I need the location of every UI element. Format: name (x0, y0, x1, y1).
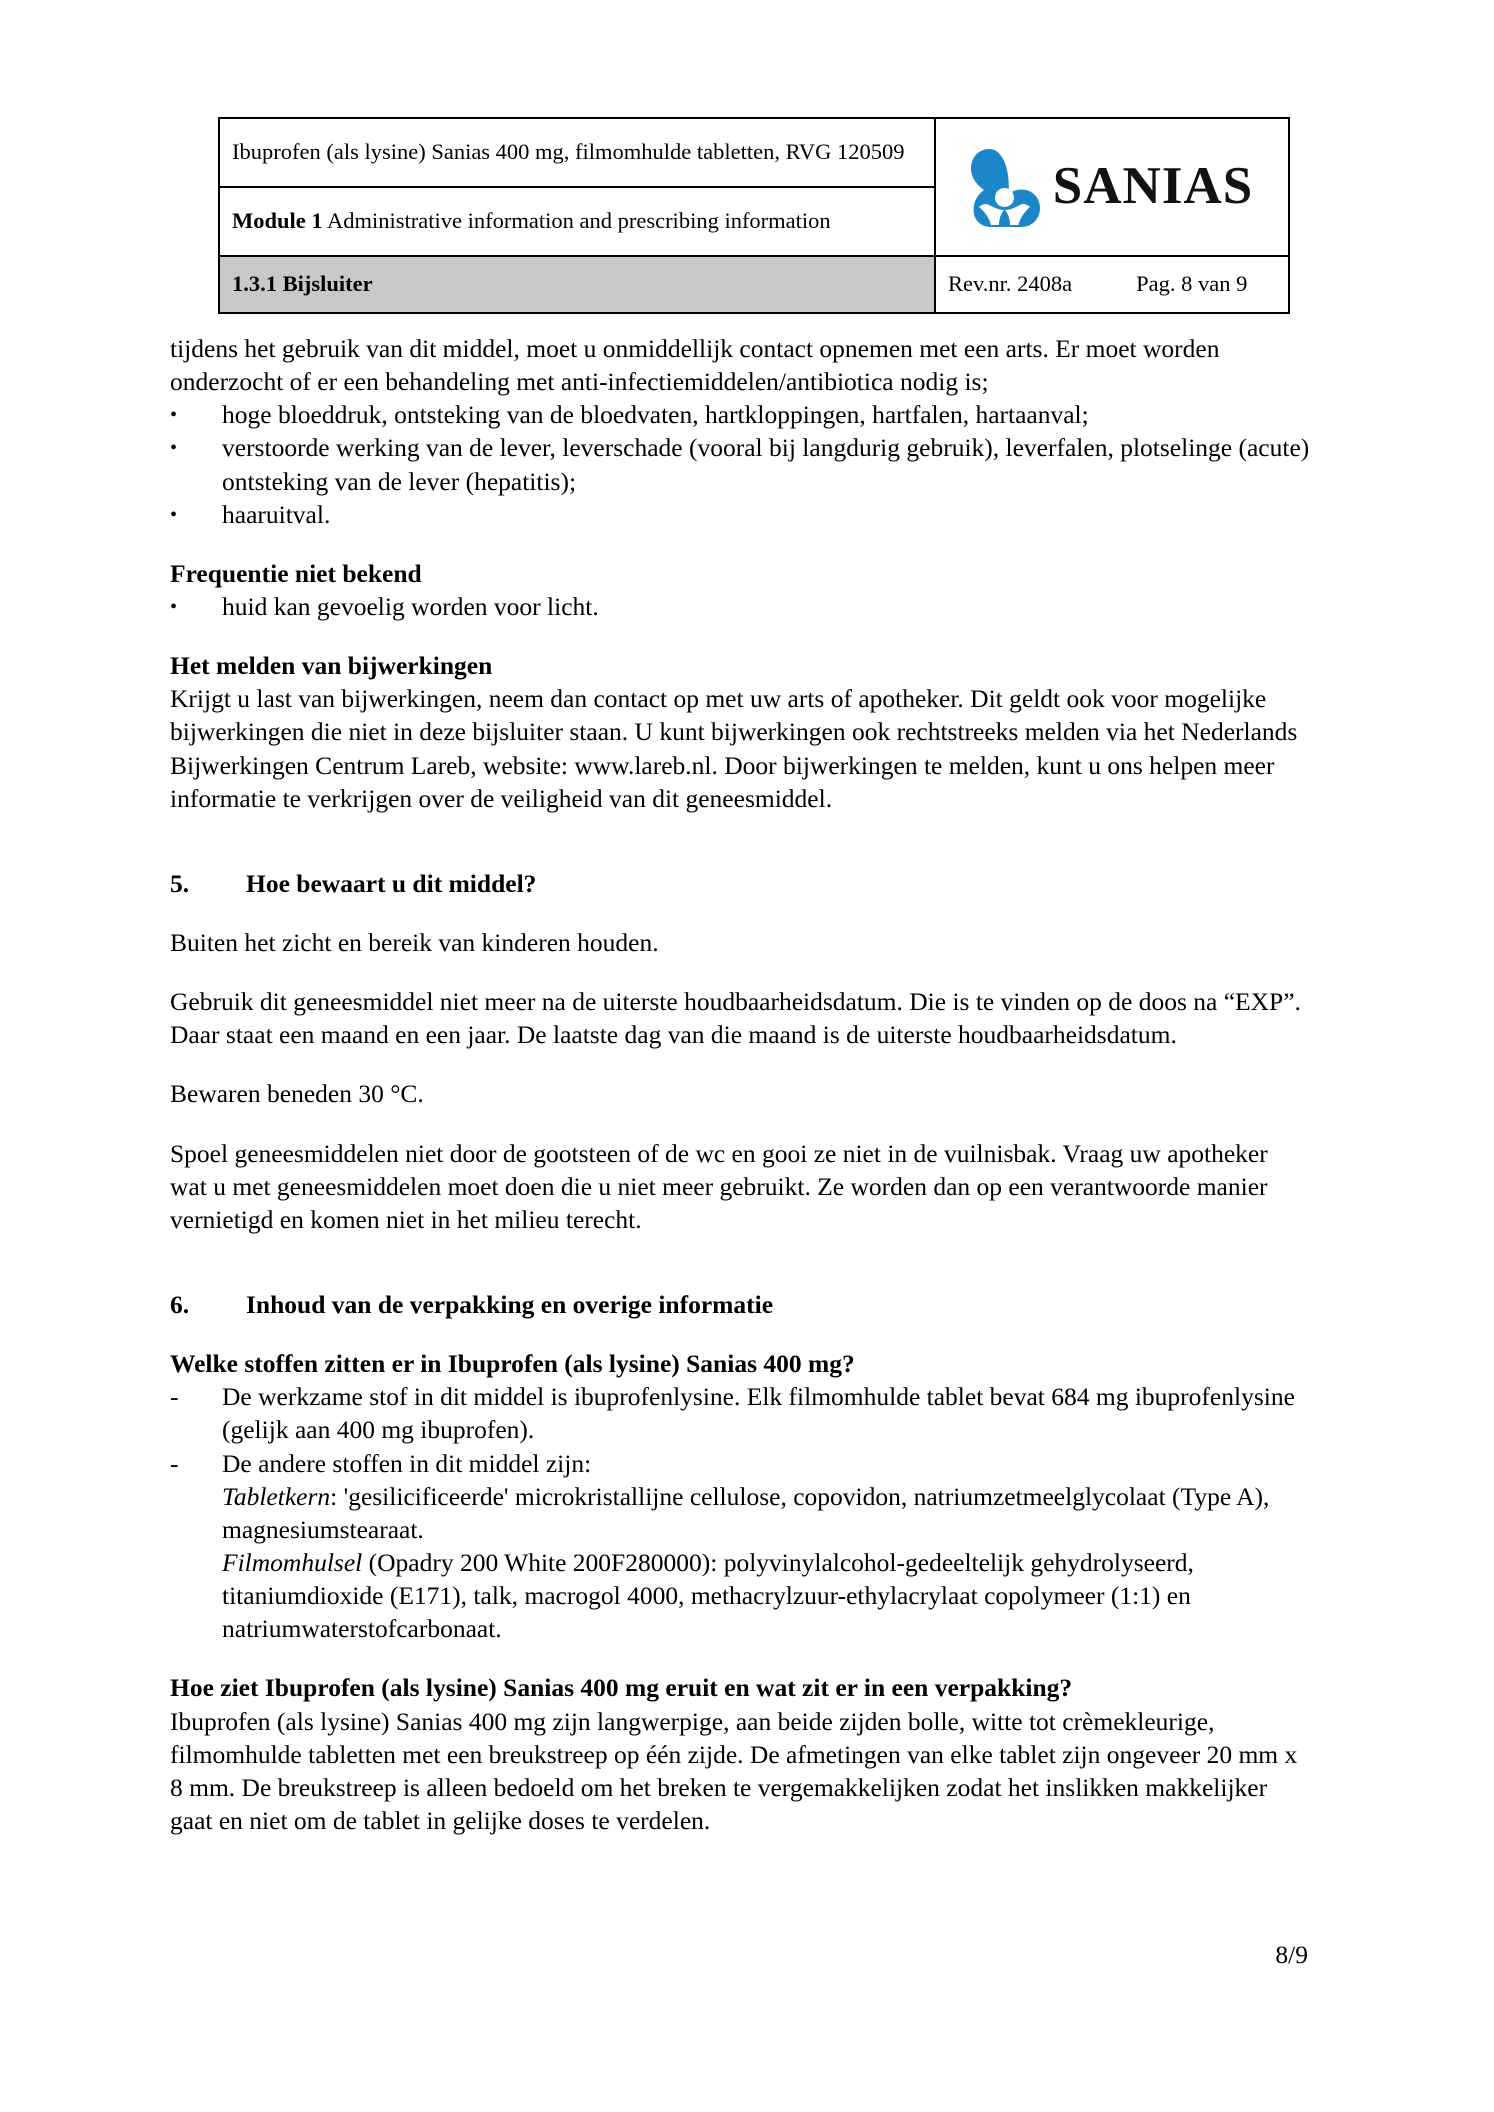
filmomhulsel-label: Filmomhulsel (222, 1547, 363, 1577)
sanias-logo (948, 135, 1278, 239)
section-title-5: Hoe bewaart u dit middel? (246, 868, 537, 898)
document-body (170, 332, 1310, 1837)
header-revision-number: Rev.nr. 2408a (948, 270, 1073, 296)
header-module-cell (219, 187, 935, 256)
spacer (170, 1051, 1310, 1077)
dash-text: De andere stoffen in dit middel zijn: (222, 1448, 592, 1478)
section-heading-6 (170, 1288, 1310, 1321)
ingredients-block (170, 1480, 1310, 1646)
bullet-text: hoge bloeddruk, ontsteking van de bloedvaten, hartkloppingen, hartfalen, hartaanval; (222, 400, 1089, 430)
sanias-wordmark: SANIAS (1052, 157, 1254, 215)
dash-item (170, 1380, 1310, 1446)
bullet-text: verstoorde werking van de lever, leverschade (vooral bij langdurig gebruik), leverfalen, plotselinge (acute) ontsteking van de lever (hepatitis); (222, 433, 1310, 496)
bullet-item (170, 398, 1310, 431)
bullet-glyph-icon: • (170, 595, 178, 618)
spacer (170, 531, 1310, 557)
heading-melden-bijwerkingen: Het melden van bijwerkingen (170, 651, 493, 681)
header-product-title: Ibuprofen (als lysine) Sanias 400 mg, filmomhulde tabletten, RVG 120509 (219, 118, 935, 187)
dash-item (170, 1447, 1310, 1480)
spacer (170, 1111, 1310, 1137)
continued-paragraph: tijdens het gebruik van dit middel, moet u onmiddellijk contact opnemen met een arts. Er moet worden onderzocht of er een behandeling met anti-infectiemiddelen/antibiotica nodig is; (170, 334, 1220, 397)
bullet-glyph-icon: • (170, 437, 178, 460)
section-heading-5 (170, 867, 1310, 900)
bullet-item (170, 498, 1310, 531)
bullet-text: haaruitval. (222, 499, 331, 529)
uiterlijk-paragraph: Ibuprofen (als lysine) Sanias 400 mg zijn langwerpige, aan beide zijden bolle, witte tot crèmekleurige, filmomhulde tabletten met een breukstreep op één zijde. De afmetingen van elke tablet zijn ongeveer 20 mm x 8 mm. De breukstreep is alleen bedoeld om het breken te vergemakkelijken zodat het inslikken makkelijker gaat en niet om de tablet in gelijke doses te verdelen. (170, 1706, 1298, 1835)
bullet-item (170, 431, 1310, 497)
header-page-indicator: Pag. 8 van 9 (1136, 270, 1248, 296)
tabletkern-line (222, 1480, 1310, 1546)
spacer (170, 1321, 1310, 1347)
header-section-label: 1.3.1 Bijsluiter (219, 256, 935, 313)
bullet-text: huid kan gevoelig worden voor licht. (222, 591, 599, 621)
section5-paragraph: Bewaren beneden 30 °C. (170, 1079, 424, 1109)
section-title-6: Inhoud van de verpakking en overige informatie (246, 1289, 774, 1319)
tabletkern-label: Tabletkern (222, 1481, 331, 1511)
bullet-item (170, 590, 1310, 623)
sanias-emblem-icon (969, 147, 1043, 227)
header-logo-cell (935, 118, 1289, 256)
heading-welke-stoffen: Welke stoffen zitten er in Ibuprofen (als lysine) Sanias 400 mg? (170, 1349, 855, 1379)
header-module-label: Module 1 (232, 207, 323, 233)
heading-frequentie-niet-bekend: Frequentie niet bekend (170, 558, 422, 588)
spacer (170, 815, 1310, 867)
section-number-6: 6. (170, 1289, 190, 1319)
bullet-glyph-icon: • (170, 404, 178, 427)
spacer (170, 959, 1310, 985)
heading-hoe-ziet-eruit: Hoe ziet Ibuprofen (als lysine) Sanias 400 mg eruit en wat zit er in een verpakking? (170, 1673, 1073, 1703)
header-row-section (219, 256, 1289, 313)
filmomhulsel-text: (Opadry 200 White 200F280000): polyvinylalcohol-gedeeltelijk gehydrolyseerd, titaniumdioxide (E171), talk, macrogol 4000, methacrylzuur-ethylacrylaat copolymeer (1:1) en natriumwaterstofcarbonaat. (222, 1547, 1194, 1644)
section-number-5: 5. (170, 868, 190, 898)
header-revision-cell (935, 256, 1289, 313)
spacer (170, 1236, 1310, 1288)
document-header-table (218, 117, 1290, 314)
section5-paragraph: Spoel geneesmiddelen niet door de gootsteen of de wc en gooi ze niet in de vuilnisbak. Vraag uw apotheker wat u met geneesmiddelen moet doen die u niet meer gebruikt. Ze worden dan op een verantwoorde manier vernietigd en komen niet in het milieu terecht. (170, 1138, 1268, 1234)
section5-paragraph: Buiten het zicht en bereik van kinderen houden. (170, 927, 659, 957)
page-number-footer: 8/9 (1275, 1940, 1308, 1969)
spacer (170, 623, 1310, 649)
tabletkern-text: : 'gesilicificeerde' microkristallijne cellulose, copovidon, natriumzetmeelglycolaat (Type A), magnesiumstearaat. (222, 1481, 1270, 1544)
header-row-title (219, 118, 1289, 187)
bullet-glyph-icon: • (170, 503, 178, 526)
header-revision-inner (948, 271, 1278, 298)
dash-glyph-icon: - (170, 1382, 179, 1412)
dash-glyph-icon: - (170, 1448, 179, 1478)
melden-paragraph: Krijgt u last van bijwerkingen, neem dan contact op met uw arts of apotheker. Dit geldt ook voor mogelijke bijwerkingen die niet in deze bijsluiter staan. U kunt bijwerkingen ook rechtstreeks melden via het Nederlands Bijwerkingen Centrum Lareb, website: www.lareb.nl. Door bijwerkingen te melden, kunt u ons helpen meer informatie te verkrijgen over de veiligheid van dit geneesmiddel. (170, 684, 1298, 813)
spacer (170, 900, 1310, 926)
filmomhulsel-line (222, 1546, 1310, 1645)
section5-paragraph: Gebruik dit geneesmiddel niet meer na de uiterste houdbaarheidsdatum. Die is te vinden op de doos na “EXP”. Daar staat een maand en een jaar. De laatste dag van die maand is de uiterste houdbaarheidsdatum. (170, 987, 1301, 1050)
header-module-text: Administrative information and prescribing information (327, 207, 831, 233)
spacer (170, 1645, 1310, 1671)
dash-text: De werkzame stof in dit middel is ibuprofenlysine. Elk filmomhulde tablet bevat 684 mg ibuprofenlysine (gelijk aan 400 mg ibuprofen). (222, 1382, 1295, 1445)
